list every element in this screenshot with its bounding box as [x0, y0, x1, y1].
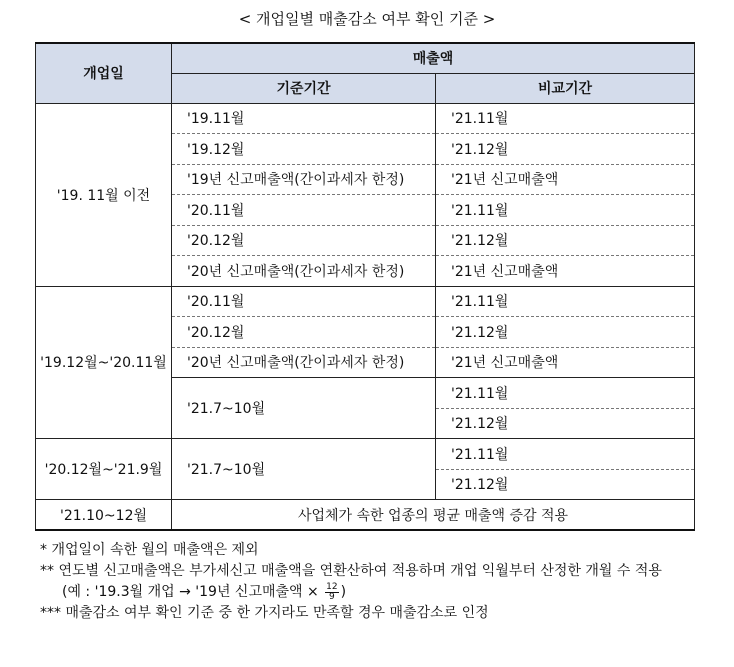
- base-cell: '20.12월: [172, 225, 436, 256]
- compare-cell: '21.12월: [436, 408, 695, 439]
- base-cell: '19.12월: [172, 134, 436, 165]
- note-3-prefix: (예 : '19.3월 개업 → '19년 신고매출액 ×: [62, 584, 319, 600]
- fraction-numerator: 12: [326, 581, 338, 592]
- base-cell: '21.7~10월: [172, 439, 436, 500]
- base-cell: '19.11월: [172, 103, 436, 134]
- compare-cell: '21년 신고매출액: [436, 347, 695, 378]
- note-3: [40, 582, 662, 603]
- base-cell: '20년 신고매출액(간이과세자 한정): [172, 347, 436, 378]
- compare-cell: '21.11월: [436, 378, 695, 409]
- group-label: '19. 11월 이전: [36, 103, 172, 286]
- compare-cell: '21.12월: [436, 134, 695, 165]
- page-title: < 개업일별 매출감소 여부 확인 기준 >: [238, 10, 496, 28]
- base-cell: '20.12월: [172, 317, 436, 348]
- header-compare-period: 비교기간: [436, 73, 695, 103]
- base-cell: '20년 신고매출액(간이과세자 한정): [172, 256, 436, 287]
- compare-cell: '21.12월: [436, 317, 695, 348]
- header-open-date: 개업일: [36, 43, 172, 103]
- compare-cell: '21.12월: [436, 225, 695, 256]
- header-row-1: [36, 43, 695, 73]
- compare-cell: '21년 신고매출액: [436, 256, 695, 287]
- table-row: [36, 500, 695, 531]
- compare-cell: '21년 신고매출액: [436, 164, 695, 195]
- table-row: [36, 103, 695, 134]
- note-3-suffix: ): [340, 584, 347, 600]
- compare-cell: '21.11월: [436, 439, 695, 470]
- fraction: [325, 583, 338, 602]
- fraction-denominator: 9: [329, 591, 335, 602]
- compare-cell: '21.11월: [436, 286, 695, 317]
- group-label: '21.10~12월: [36, 500, 172, 531]
- footnotes: [40, 540, 662, 624]
- compare-cell: '21.12월: [436, 469, 695, 500]
- span-cell: 사업체가 속한 업종의 평균 매출액 증감 적용: [172, 500, 695, 531]
- base-cell: '19년 신고매출액(간이과세자 한정): [172, 164, 436, 195]
- criteria-table: [35, 42, 695, 531]
- base-cell: '21.7~10월: [172, 378, 436, 439]
- compare-cell: '21.11월: [436, 103, 695, 134]
- note-4: *** 매출감소 여부 확인 기준 중 한 가지라도 만족할 경우 매출감소로 인정: [40, 605, 489, 621]
- header-base-period: 기준기간: [172, 73, 436, 103]
- note-1: * 개업일이 속한 월의 매출액은 제외: [40, 542, 259, 558]
- header-sales: 매출액: [172, 43, 695, 73]
- table-row: [36, 286, 695, 317]
- base-cell: '20.11월: [172, 195, 436, 226]
- table-row: [36, 439, 695, 470]
- base-cell: '20.11월: [172, 286, 436, 317]
- compare-cell: '21.11월: [436, 195, 695, 226]
- group-label: '20.12월~'21.9월: [36, 439, 172, 500]
- note-2: ** 연도별 신고매출액은 부가세신고 매출액을 연환산하여 적용하며 개업 익월부터 산정한 개월 수 적용: [40, 563, 662, 579]
- group-label: '19.12월~'20.11월: [36, 286, 172, 439]
